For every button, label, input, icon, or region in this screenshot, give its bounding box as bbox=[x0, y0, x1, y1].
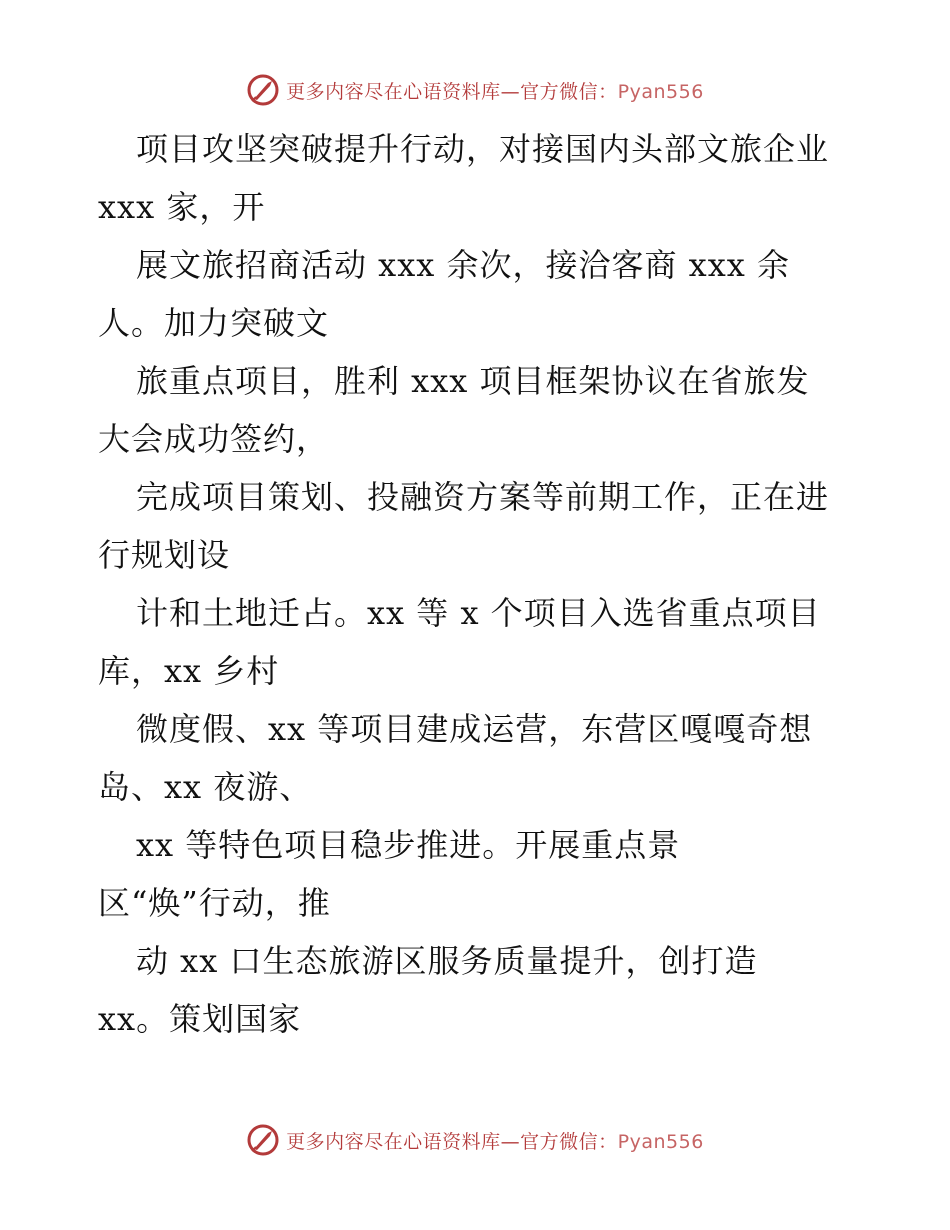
text-line: xx 等特色项目稳步推进。开展重点景 bbox=[136, 826, 681, 864]
text-line: 区“焕”行动，推 bbox=[98, 884, 331, 922]
footer-watermark bbox=[0, 1120, 950, 1160]
watermark-text: 更多内容尽在心语资料库—官方微信：Pyan556 bbox=[286, 80, 704, 103]
watermark-text: 更多内容尽在心语资料库—官方微信：Pyan556 bbox=[286, 1130, 704, 1153]
text-line: 旅重点项目，胜利 xxx 项目框架协议在省旅发 bbox=[136, 362, 810, 400]
text-line: 行规划设 bbox=[98, 536, 231, 574]
text-line: 微度假、xx 等项目建成运营，东营区嘎嘎奇想 bbox=[136, 710, 813, 748]
text-line: 大会成功签约， bbox=[98, 420, 330, 458]
text-line: 库，xx 乡村 bbox=[98, 652, 280, 690]
text-line: 完成项目策划、投融资方案等前期工作，正在进 bbox=[136, 478, 830, 516]
text-line: 人。加力突破文 bbox=[98, 304, 330, 342]
text-line: 计和土地迁占。xx 等 x 个项目入选省重点项目 bbox=[136, 594, 821, 632]
text-line: 岛、xx 夜游、 bbox=[98, 768, 313, 806]
text-line: 展文旅招商活动 xxx 余次，接洽客商 xxx 余 bbox=[136, 246, 790, 284]
text-line: 动 xx 口生态旅游区服务质量提升，创打造 bbox=[136, 942, 758, 980]
text-line: 项目攻坚突破提升行动，对接国内头部文旅企业 bbox=[136, 130, 830, 168]
quill-logo-icon bbox=[246, 1123, 280, 1157]
quill-logo-icon bbox=[246, 73, 280, 107]
header-watermark bbox=[0, 70, 950, 110]
text-line: xx。策划国家 bbox=[98, 1000, 302, 1038]
text-line: xxx 家，开 bbox=[98, 188, 266, 226]
